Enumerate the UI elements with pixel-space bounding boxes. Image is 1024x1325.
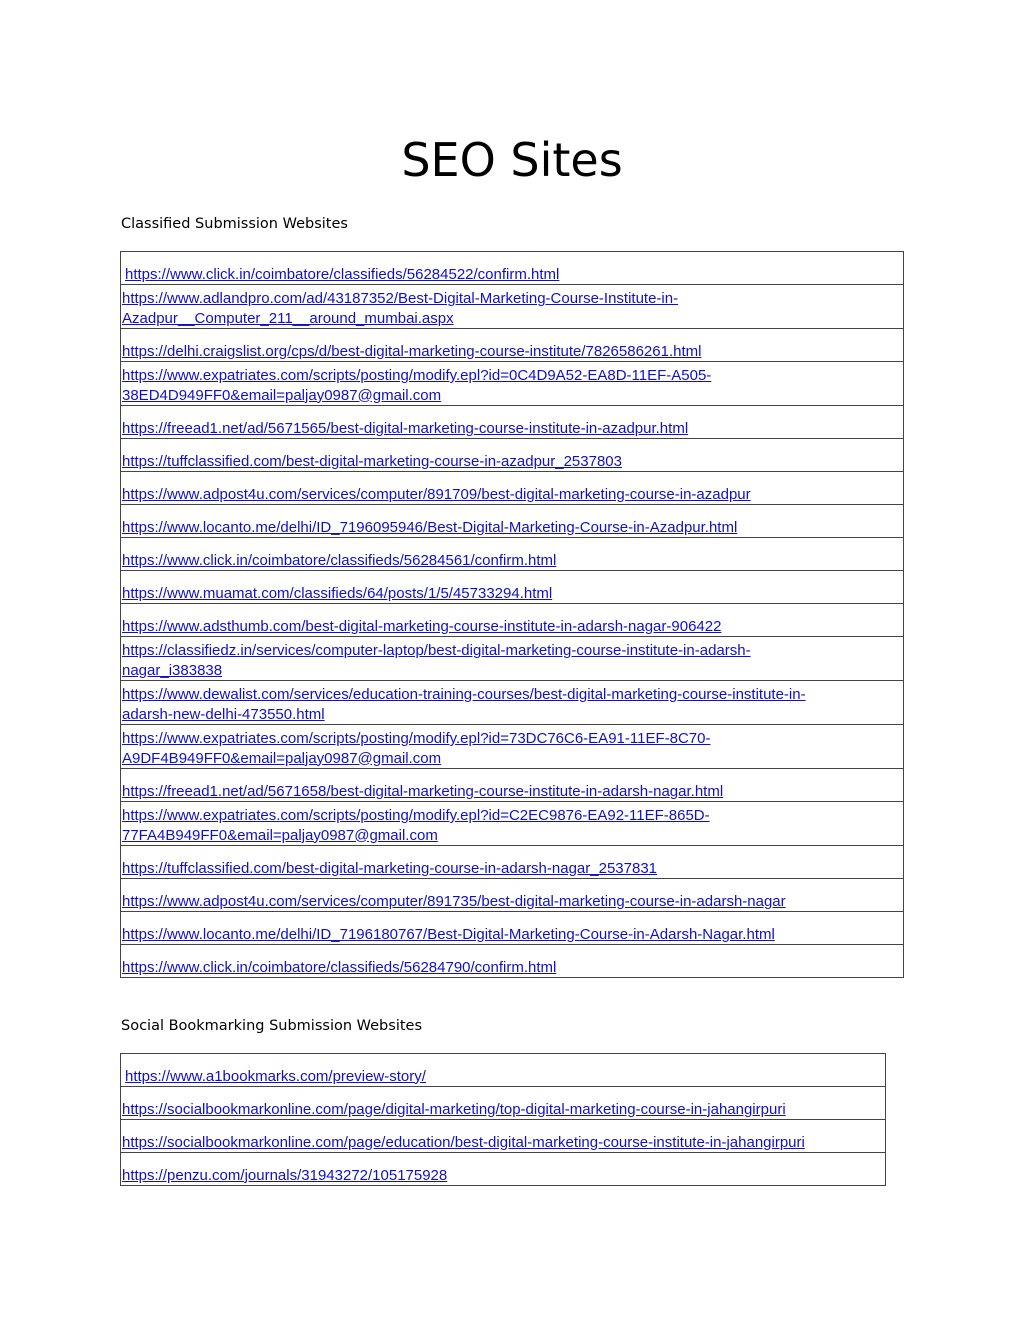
classified-links-table <box>120 251 904 978</box>
table-row <box>121 681 904 725</box>
table-row <box>121 505 904 538</box>
classified-link[interactable] <box>121 452 903 472</box>
table-row <box>121 538 904 571</box>
table-row <box>121 329 904 362</box>
link-text-line1: https://www.adpost4u.com/services/computer/891709/best-digital-marketing-course-in-azadpur <box>122 485 751 503</box>
classified-link[interactable] <box>121 859 903 879</box>
table-row <box>121 945 904 978</box>
link-text-line1: https://www.click.in/coimbatore/classifieds/56284561/confirm.html <box>122 551 557 569</box>
link-text-line2: Azadpur__Computer_211__around_mumbai.aspx <box>122 309 454 327</box>
table-row <box>121 439 904 472</box>
link-text-line1: https://tuffclassified.com/best-digital-marketing-course-in-adarsh-nagar_2537831 <box>122 859 657 877</box>
classified-link[interactable] <box>121 366 903 405</box>
link-text-line1: https://penzu.com/journals/31943272/105175928 <box>122 1166 448 1184</box>
table-row <box>121 912 904 945</box>
link-text-line1: https://www.locanto.me/delhi/ID_7196180767/Best-Digital-Marketing-Course-in-Adarsh-Nagar.html <box>122 925 775 943</box>
link-text-line1: https://www.click.in/coimbatore/classifieds/56284790/confirm.html <box>122 958 557 976</box>
link-cell <box>121 439 904 472</box>
link-text-line1: https://www.adpost4u.com/services/computer/891735/best-digital-marketing-course-in-adarsh-nagar <box>122 892 786 910</box>
classified-link[interactable] <box>121 617 903 637</box>
bookmarking-link[interactable] <box>121 1067 885 1087</box>
link-text-line1: https://www.adlandpro.com/ad/43187352/Best-Digital-Marketing-Course-Institute-in- <box>122 290 679 307</box>
link-cell <box>121 362 904 406</box>
link-text-line2: 77FA4B949FF0&email=paljay0987@gmail.com <box>122 826 438 844</box>
table-row <box>121 769 904 802</box>
table-row <box>121 725 904 769</box>
bookmarking-link[interactable] <box>121 1166 885 1186</box>
table-row <box>121 1153 886 1186</box>
link-cell <box>121 1054 886 1087</box>
table-row <box>121 252 904 285</box>
link-cell <box>121 604 904 637</box>
link-cell <box>121 912 904 945</box>
link-cell <box>121 571 904 604</box>
classified-link[interactable] <box>121 925 903 945</box>
link-text-line1: https://freead1.net/ad/5671658/best-digital-marketing-course-institute-in-adarsh-nagar.html <box>122 782 724 800</box>
link-cell <box>121 846 904 879</box>
link-text-line1: https://classifiedz.in/services/computer-laptop/best-digital-marketing-course-institute-in-adarsh- <box>122 642 751 659</box>
table-row <box>121 1087 886 1120</box>
bookmarking-section-heading: Social Bookmarking Submission Websites <box>121 1018 423 1034</box>
link-cell <box>121 538 904 571</box>
classified-link[interactable] <box>121 289 903 328</box>
classified-link[interactable] <box>121 892 903 912</box>
bookmarking-link[interactable] <box>121 1100 885 1120</box>
link-cell <box>121 725 904 769</box>
link-text-line2: adarsh-new-delhi-473550.html <box>122 705 325 723</box>
link-cell <box>121 802 904 846</box>
classified-section-heading: Classified Submission Websites <box>121 216 348 232</box>
classified-link[interactable] <box>121 782 903 802</box>
table-row <box>121 406 904 439</box>
bookmarking-links-body <box>121 1054 886 1186</box>
link-text-line1: https://www.click.in/coimbatore/classifieds/56284522/confirm.html <box>125 265 560 283</box>
link-cell <box>121 406 904 439</box>
table-row <box>121 604 904 637</box>
link-cell <box>121 879 904 912</box>
classified-link[interactable] <box>121 518 903 538</box>
link-text-line1: https://delhi.craigslist.org/cps/d/best-digital-marketing-course-institute/7826586261.html <box>122 342 702 360</box>
table-row <box>121 362 904 406</box>
classified-link[interactable] <box>121 641 903 680</box>
classified-link[interactable] <box>121 729 903 768</box>
link-text-line2: A9DF4B949FF0&email=paljay0987@gmail.com <box>122 749 442 767</box>
page-title: SEO Sites <box>401 133 623 187</box>
classified-link[interactable] <box>121 584 903 604</box>
table-row <box>121 571 904 604</box>
link-text-line1: https://www.a1bookmarks.com/preview-story/ <box>125 1067 426 1085</box>
bookmarking-link[interactable] <box>121 1133 885 1153</box>
link-text-line2: nagar_i383838 <box>122 661 223 679</box>
link-cell <box>121 1087 886 1120</box>
classified-link[interactable] <box>121 265 903 285</box>
link-text-line1: https://www.expatriates.com/scripts/posting/modify.epl?id=0C4D9A52-EA8D-11EF-A505- <box>122 367 712 384</box>
link-text-line2: 38ED4D949FF0&email=paljay0987@gmail.com <box>122 386 442 404</box>
table-row <box>121 285 904 329</box>
link-cell <box>121 329 904 362</box>
link-text-line1: https://www.expatriates.com/scripts/posting/modify.epl?id=73DC76C6-EA91-11EF-8C70- <box>122 730 711 747</box>
link-cell <box>121 1120 886 1153</box>
link-text-line1: https://socialbookmarkonline.com/page/education/best-digital-marketing-course-institute-in-jahangirpuri <box>122 1133 805 1151</box>
classified-link[interactable] <box>121 685 903 724</box>
link-text-line1: https://www.dewalist.com/services/education-training-courses/best-digital-marketing-course-institute-in- <box>122 686 806 703</box>
link-cell <box>121 1153 886 1186</box>
table-row <box>121 1054 886 1087</box>
link-cell <box>121 945 904 978</box>
classified-link[interactable] <box>121 551 903 571</box>
link-cell <box>121 637 904 681</box>
bookmarking-links-table <box>120 1053 886 1186</box>
link-text-line1: https://www.locanto.me/delhi/ID_7196095946/Best-Digital-Marketing-Course-in-Azadpur.html <box>122 518 738 536</box>
link-text-line1: https://socialbookmarkonline.com/page/digital-marketing/top-digital-marketing-course-in-jahangirpuri <box>122 1100 786 1118</box>
link-cell <box>121 252 904 285</box>
classified-link[interactable] <box>121 958 903 978</box>
table-row <box>121 637 904 681</box>
link-text-line1: https://www.muamat.com/classifieds/64/posts/1/5/45733294.html <box>122 584 553 602</box>
link-cell <box>121 472 904 505</box>
classified-links-body <box>121 252 904 978</box>
link-cell <box>121 285 904 329</box>
link-text-line1: https://www.adsthumb.com/best-digital-marketing-course-institute-in-adarsh-nagar-906422 <box>122 617 722 635</box>
classified-link[interactable] <box>121 485 903 505</box>
table-row <box>121 1120 886 1153</box>
link-text-line1: https://tuffclassified.com/best-digital-marketing-course-in-azadpur_2537803 <box>122 452 622 470</box>
link-cell <box>121 681 904 725</box>
link-text-line1: https://freead1.net/ad/5671565/best-digital-marketing-course-institute-in-azadpur.html <box>122 419 689 437</box>
classified-link[interactable] <box>121 342 903 362</box>
classified-link[interactable] <box>121 419 903 439</box>
table-row <box>121 879 904 912</box>
link-text-line1: https://www.expatriates.com/scripts/posting/modify.epl?id=C2EC9876-EA92-11EF-865D- <box>122 807 710 824</box>
table-row <box>121 846 904 879</box>
classified-link[interactable] <box>121 806 903 845</box>
link-cell <box>121 505 904 538</box>
table-row <box>121 802 904 846</box>
table-row <box>121 472 904 505</box>
link-cell <box>121 769 904 802</box>
